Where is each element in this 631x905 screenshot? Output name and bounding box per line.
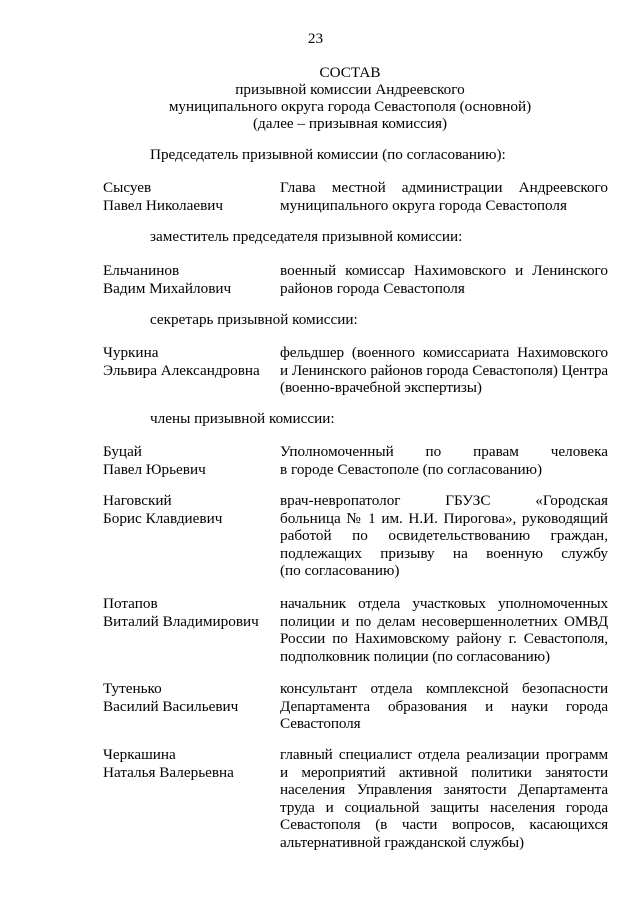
title-line-4: (далее – призывная комиссия) <box>252 115 448 132</box>
position-line: подполковник полиции (по согласованию) <box>280 647 550 665</box>
member-given-name: Павел Николаевич <box>103 196 224 214</box>
position-line: консультант отдела комплексной безопасности <box>280 680 608 697</box>
position-line: военный комиссар Нахимовского и Ленинского <box>280 262 608 279</box>
member-surname: Ельчанинов <box>103 262 180 279</box>
member-4-position <box>280 443 608 478</box>
position-line: труда и социальной защиты населения города <box>280 798 608 816</box>
position-line: альтернативной гражданской службы) <box>280 833 524 851</box>
member-5 <box>103 492 278 527</box>
title-line-2: призывной комиссии Андреевского <box>235 81 465 98</box>
page-number: 23 <box>307 30 324 47</box>
secretary-heading: секретарь призывной комиссии: <box>150 311 358 328</box>
chairman-heading: Председатель призывной комиссии (по согласованию): <box>150 146 506 163</box>
member-given-name: Наталья Валерьевна <box>103 763 234 781</box>
member-8 <box>103 746 278 781</box>
member-given-name: Вадим Михайлович <box>103 279 232 297</box>
member-2 <box>103 262 278 297</box>
position-line: в городе Севастополе (по согласованию) <box>280 460 542 478</box>
member-given-name: Василий Васильевич <box>103 697 239 715</box>
position-line: муниципального округа города Севастополя <box>280 196 567 214</box>
member-given-name: Эльвира Александровна <box>103 361 260 379</box>
member-given-name: Виталий Владимирович <box>103 612 259 630</box>
member-surname: Буцай <box>103 443 142 460</box>
member-6-position <box>280 595 608 665</box>
member-5-position <box>280 492 608 580</box>
member-given-name: Павел Юрьевич <box>103 460 206 478</box>
position-line: врач-невропатолог ГБУЗС «Городская <box>280 492 608 509</box>
position-line: подлежащих призыву на военную службу <box>280 544 608 562</box>
member-surname: Сысуев <box>103 179 152 196</box>
member-3-position <box>280 344 608 397</box>
position-line: работой по освидетельствованию граждан, <box>280 527 608 545</box>
member-surname: Потапов <box>103 595 158 612</box>
member-4 <box>103 443 278 478</box>
position-line: начальник отдела участковых уполномоченных <box>280 595 608 612</box>
member-surname: Тутенько <box>103 680 162 697</box>
member-8-position <box>280 746 608 852</box>
member-surname: Чуркина <box>103 344 159 361</box>
position-line: Севастополя <box>280 715 361 733</box>
position-line: больница № 1 им. Н.И. Пирогова», руководящий <box>280 509 608 527</box>
position-line: полиции и по делам несовершеннолетних ОМВД <box>280 612 608 630</box>
members-heading: члены призывной комиссии: <box>150 410 335 427</box>
member-6 <box>103 595 278 630</box>
position-line: фельдшер (военного комиссариата Нахимовского <box>280 344 608 361</box>
member-1 <box>103 179 278 214</box>
position-line: России по Нахимовскому району г. Севастополя, <box>280 630 608 648</box>
position-line: Севастополя (в части вопросов, касающихся <box>280 816 608 834</box>
position-line: районов города Севастополя <box>280 279 465 297</box>
position-line: Глава местной администрации Андреевского <box>280 179 608 196</box>
document-title: СОСТАВ <box>319 64 381 81</box>
position-line: (по согласованию) <box>280 562 400 580</box>
member-7 <box>103 680 278 715</box>
member-1-position <box>280 179 608 214</box>
position-line: и мероприятий активной политики занятости <box>280 763 608 781</box>
member-7-position <box>280 680 608 733</box>
member-3 <box>103 344 278 379</box>
position-line: Уполномоченный по правам человека <box>280 443 608 460</box>
member-2-position <box>280 262 608 297</box>
position-line: Департамента образования и науки города <box>280 697 608 715</box>
deputy-heading: заместитель председателя призывной комиссии: <box>150 228 463 245</box>
position-line: главный специалист отдела реализации программ <box>280 746 608 763</box>
position-line: и Ленинского районов города Севастополя) Центра <box>280 361 608 379</box>
position-line: (военно-врачебной экспертизы) <box>280 379 482 397</box>
position-line: населения Управления занятости Департамента <box>280 781 608 799</box>
title-line-3: муниципального округа города Севастополя (основной) <box>168 98 532 115</box>
member-given-name: Борис Клавдиевич <box>103 509 223 527</box>
member-surname: Наговский <box>103 492 172 509</box>
member-surname: Черкашина <box>103 746 176 763</box>
